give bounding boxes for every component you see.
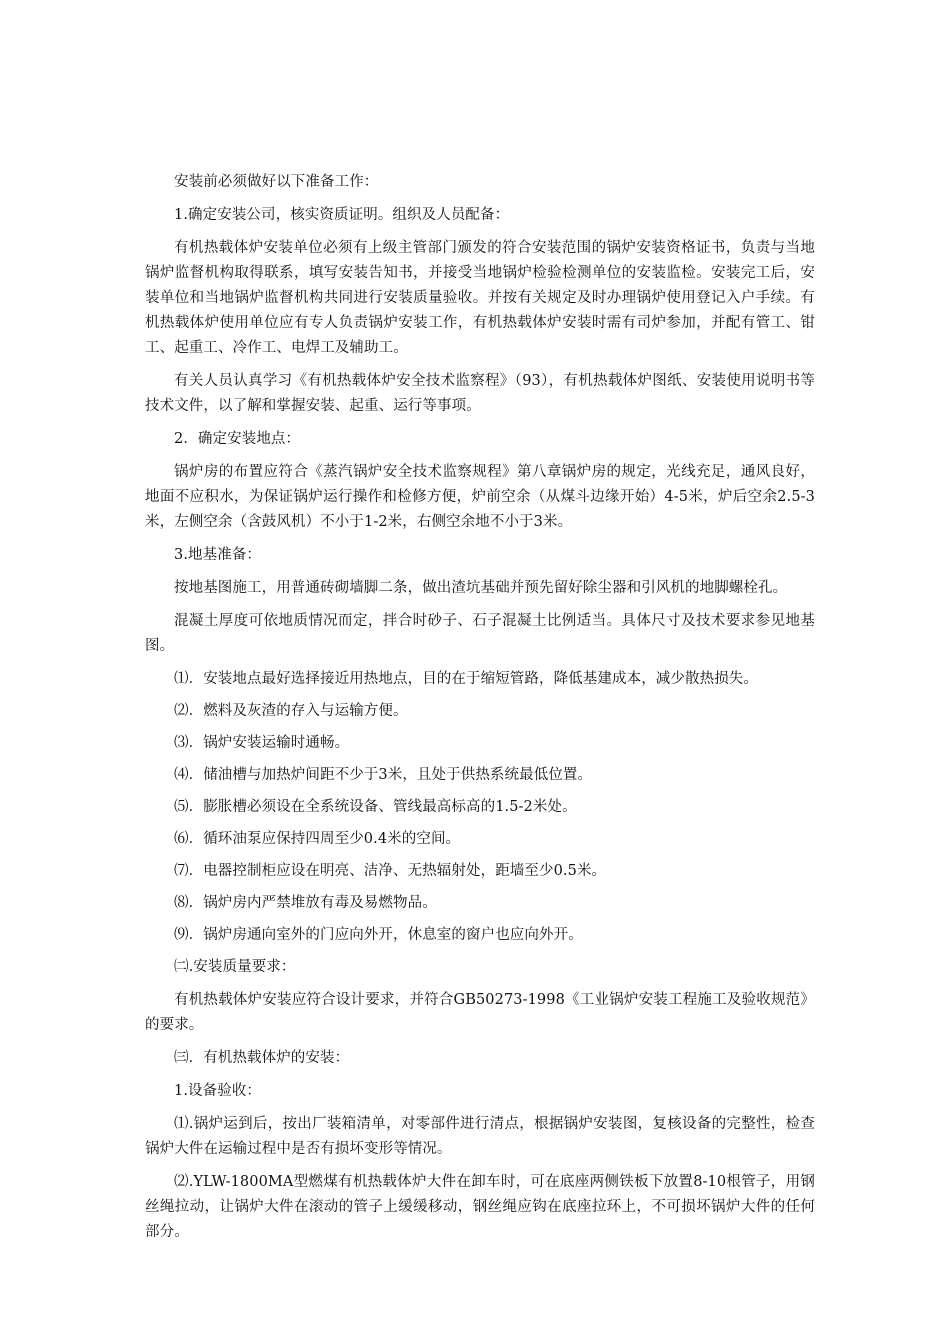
section-heading-location: 2．确定安装地点： bbox=[174, 431, 301, 447]
body-paragraph: ⑴.锅炉运到后，按出厂装箱清单，对零部件进行清点，根据锅炉安装图，复核设备的完整性，检查锅炉大件在运输过程中是否有损坏变形等情况。 bbox=[145, 1116, 815, 1157]
section-heading-installation: ㈢．有机热载体炉的安装： bbox=[174, 1050, 350, 1066]
list-item: ⑶．锅炉安装运输时通畅。 bbox=[174, 735, 350, 751]
section-heading-company: 1.确定安装公司，核实资质证明。组织及人员配备： bbox=[174, 207, 510, 223]
body-paragraph: 有机热载体炉安装应符合设计要求，并符合GB50273-1998《工业锅炉安装工程施工及验收规范》的要求。 bbox=[145, 992, 815, 1033]
list-item: ⑺．电器控制柜应设在明亮、洁净、无热辐射处，距墙至少0.5米。 bbox=[174, 863, 607, 879]
list-item: ⑴．安装地点最好选择接近用热地点，目的在于缩短管路，降低基建成本，减少散热损失。 bbox=[174, 671, 758, 687]
list-item: ⑵．燃料及灰渣的存入与运输方便。 bbox=[174, 703, 408, 719]
body-paragraph: 锅炉房的布置应符合《蒸汽锅炉安全技术监察规程》第八章锅炉房的规定，光线充足，通风良好，地面不应积水，为保证锅炉运行操作和检修方便，炉前空余（从煤斗边缘开始）4-5米，炉后空余2.5-3米，左侧空余（含鼓风机）不小于1-2米，右侧空余地不小于3米。 bbox=[145, 464, 815, 530]
body-paragraph: 有机热载体炉安装单位必须有上级主管部门颁发的符合安装范围的锅炉安装资格证书，负责与当地锅炉监督机构取得联系，填写安装告知书，并接受当地锅炉检验检测单位的安装监检。安装完工后，安装单位和当地锅炉监督机构共同进行安装质量验收。并按有关规定及时办理锅炉使用登记入户手续。有机热载体炉使用单位应有专人负责锅炉安装工作，有机热载体炉安装时需有司炉参加，并配有管工、钳工、起重工、冷作工、电焊工及辅助工。 bbox=[145, 240, 815, 356]
intro-paragraph: 安装前必须做好以下准备工作： bbox=[174, 174, 379, 190]
body-paragraph: 混凝土厚度可依地质情况而定，拌合时砂子、石子混凝土比例适当。具体尺寸及技术要求参见地基图。 bbox=[145, 613, 815, 654]
section-heading-quality: ㈡.安装质量要求： bbox=[174, 959, 296, 975]
body-paragraph: 按地基图施工，用普通砖砌墙脚二条，做出渣坑基础并预先留好除尘器和引风机的地脚螺栓孔。 bbox=[174, 580, 788, 596]
list-item: ⑹．循环油泵应保持四周至少0.4米的空间。 bbox=[174, 831, 461, 847]
list-item: ⑻．锅炉房内严禁堆放有毒及易燃物品。 bbox=[174, 895, 437, 911]
list-item: ⑼．锅炉房通向室外的门应向外开，休息室的窗户也应向外开。 bbox=[174, 927, 583, 943]
body-paragraph: ⑵.YLW-1800MA型燃煤有机热载体炉大件在卸车时，可在底座两侧铁板下放置8-10根管子，用钢丝绳拉动，让锅炉大件在滚动的管子上缓缓移动，钢丝绳应钩在底座拉环上，不可损坏锅炉大件的任何部分。 bbox=[145, 1174, 815, 1240]
list-item: ⑷．储油槽与加热炉间距不少于3米，且处于供热系统最低位置。 bbox=[174, 767, 593, 783]
section-heading-foundation: 3.地基准备： bbox=[174, 547, 262, 563]
document-body bbox=[145, 170, 815, 1253]
subsection-heading-acceptance: 1.设备验收： bbox=[174, 1083, 262, 1099]
list-item: ⑸．膨胀槽必须设在全系统设备、管线最高标高的1.5-2米处。 bbox=[174, 799, 577, 815]
body-paragraph: 有关人员认真学习《有机热载体炉安全技术监察程》（93），有机热载体炉图纸、安装使用说明书等技术文件，以了解和掌握安装、起重、运行等事项。 bbox=[145, 373, 815, 414]
